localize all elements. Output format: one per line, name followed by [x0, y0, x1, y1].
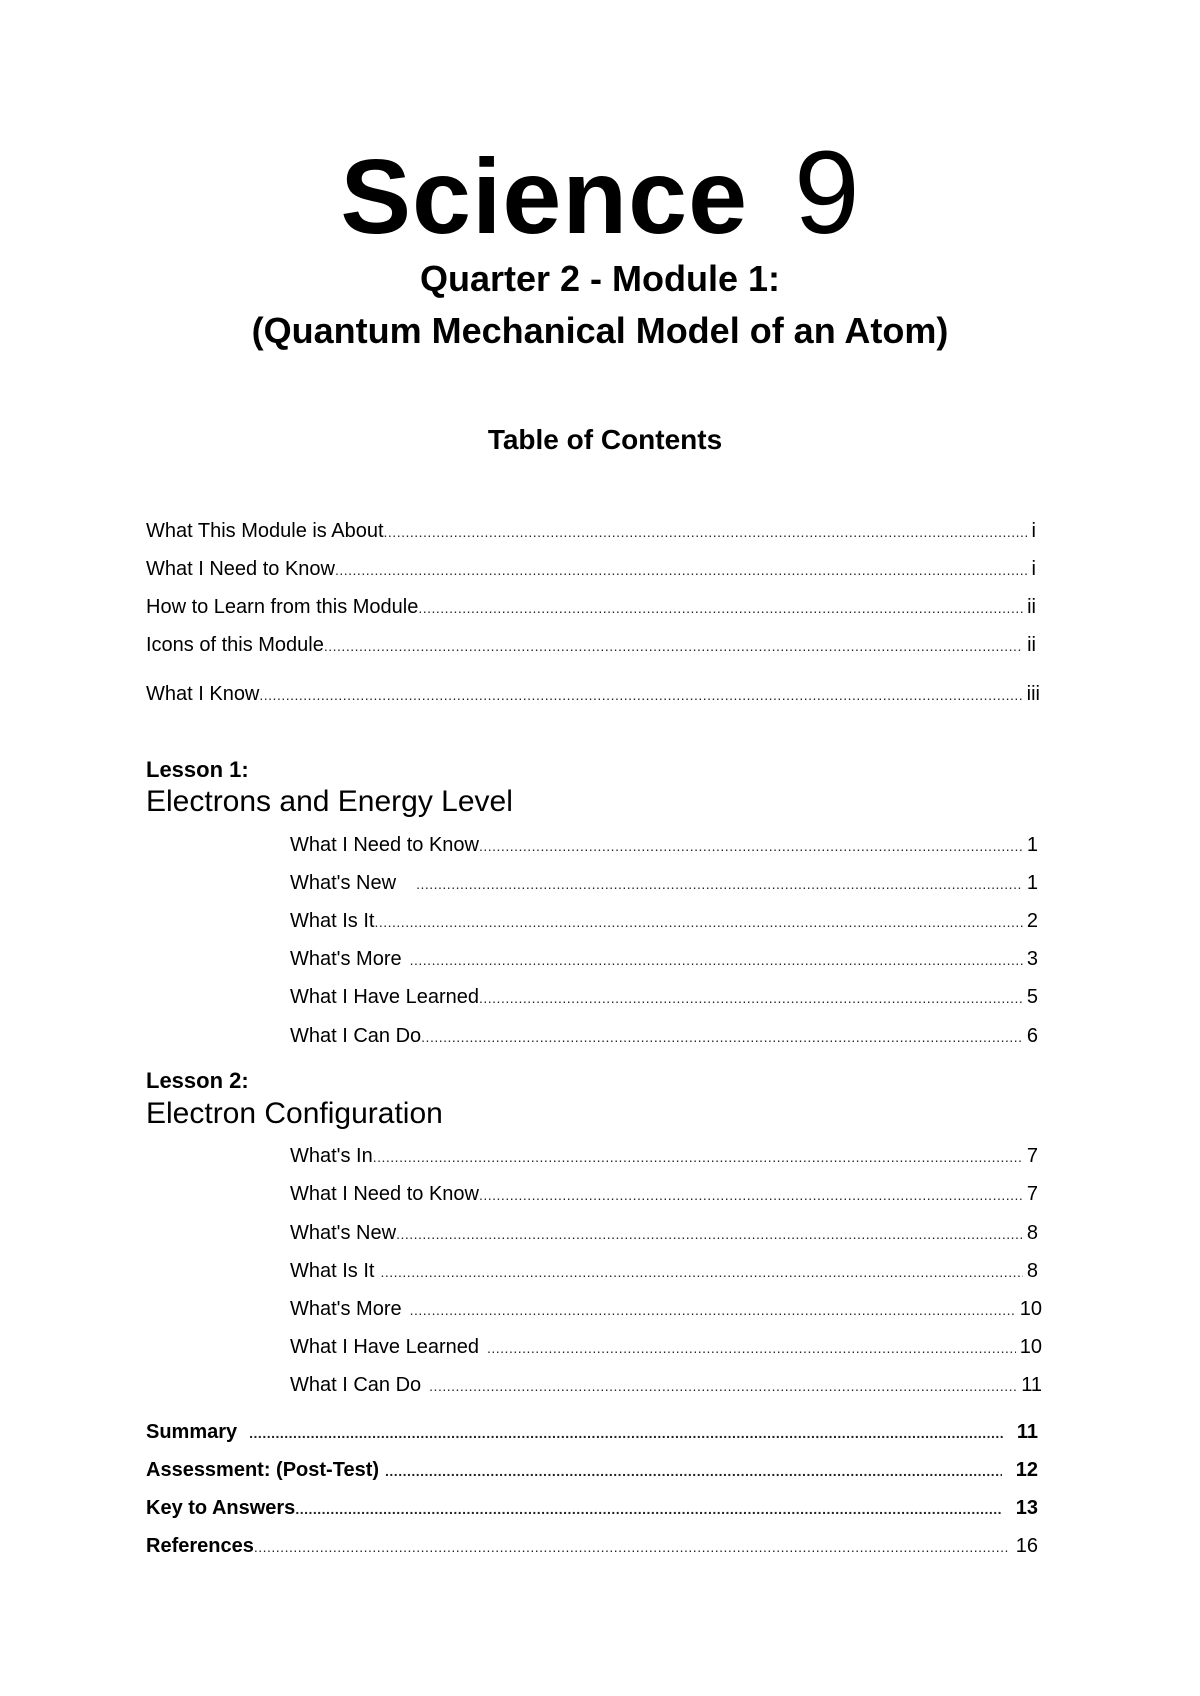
toc-entry-label: Summary: [146, 1421, 238, 1443]
toc-entry-label: What I Know: [146, 683, 260, 705]
toc-leader-dots: [373, 1144, 1023, 1170]
toc-entry-label: What I Have Learned: [290, 986, 479, 1008]
toc-entry-page: 11: [1016, 1421, 1038, 1443]
toc-leader-dots: [479, 1182, 1023, 1208]
toc-leader-dots: [410, 947, 1023, 973]
toc-leader-dots: [374, 909, 1022, 935]
toc-entry-l2-whats-new[interactable]: [290, 1220, 1038, 1247]
toc-entry-page: 16: [1015, 1535, 1038, 1557]
lesson-2-label: Lesson 2:: [146, 1068, 249, 1093]
toc-entry-module-about[interactable]: [146, 518, 1036, 545]
title-number: 9: [794, 127, 860, 259]
toc-entry-page: 11: [1021, 1374, 1042, 1396]
toc-entry-key-to-answers[interactable]: [146, 1495, 1038, 1522]
toc-entry-l2-can-do[interactable]: [290, 1372, 1042, 1399]
toc-entry-label: What I Have Learned: [290, 1336, 479, 1358]
toc-leader-dots: [324, 633, 1023, 659]
module-subtitle-topic: (Quantum Mechanical Model of an Atom): [251, 310, 949, 351]
toc-entry-page: i: [1031, 558, 1036, 580]
toc-entry-l2-have-learned[interactable]: [290, 1334, 1042, 1361]
toc-entry-page: iii: [1026, 683, 1040, 705]
toc-entry-label: What's More: [290, 948, 402, 970]
toc-entry-page: 1: [1026, 834, 1038, 856]
module-title: [0, 128, 1200, 258]
toc-heading: Table of Contents: [487, 424, 723, 455]
toc-entry-label: References: [146, 1535, 254, 1557]
lesson-1-label: Lesson 1:: [146, 757, 249, 782]
toc-entry-label: What's More: [290, 1298, 402, 1320]
toc-entry-l2-whats-in[interactable]: [290, 1143, 1038, 1170]
toc-entry-page: 13: [1015, 1497, 1038, 1519]
toc-entry-label: Assessment: (Post-Test): [146, 1459, 380, 1481]
toc-entry-label: What I Can Do: [290, 1025, 422, 1047]
toc-leader-dots: [249, 1420, 1003, 1446]
toc-entry-l2-what-is-it[interactable]: [290, 1258, 1038, 1285]
toc-entry-label: What I Need to Know: [290, 1183, 479, 1205]
toc-entry-page: 3: [1026, 948, 1038, 970]
toc-entry-l2-need-to-know[interactable]: [290, 1181, 1038, 1208]
toc-entry-l1-whats-more[interactable]: [290, 946, 1038, 973]
toc-leader-dots: [410, 1297, 1016, 1323]
toc-entry-page: ii: [1027, 634, 1036, 656]
toc-leader-dots: [254, 1534, 1010, 1560]
toc-leader-dots: [421, 1024, 1023, 1050]
toc-leader-dots: [385, 1458, 1002, 1484]
toc-leader-dots: [487, 1335, 1016, 1361]
toc-entry-l1-what-is-it[interactable]: [290, 908, 1038, 935]
toc-leader-dots: [259, 682, 1022, 708]
module-subtitle-quarter: Quarter 2 - Module 1:: [419, 258, 781, 299]
toc-entry-page: 2: [1026, 910, 1038, 932]
toc-entry-label: What Is It: [290, 910, 375, 932]
toc-leader-dots: [384, 519, 1028, 545]
toc-leader-dots: [380, 1259, 1022, 1285]
toc-entry-page: 10: [1019, 1336, 1042, 1358]
toc-leader-dots: [416, 871, 1023, 897]
toc-entry-page: 1: [1026, 872, 1038, 894]
toc-entry-label: Key to Answers: [146, 1497, 296, 1519]
toc-leader-dots: [295, 1496, 1001, 1522]
toc-entry-label: How to Learn from this Module: [146, 596, 419, 618]
toc-entry-page: 7: [1026, 1183, 1038, 1205]
toc-leader-dots: [396, 1221, 1023, 1247]
toc-leader-dots: [335, 557, 1028, 583]
toc-entry-label: What Is It: [290, 1260, 375, 1282]
toc-entry-page: 7: [1026, 1145, 1038, 1167]
toc-entry-icons[interactable]: [146, 632, 1036, 659]
title-word: Science: [340, 138, 749, 256]
toc-leader-dots: [418, 595, 1023, 621]
toc-entry-how-to-learn[interactable]: [146, 594, 1036, 621]
toc-entry-page: 6: [1026, 1025, 1038, 1047]
toc-entry-label: What's New: [290, 872, 397, 894]
toc-entry-page: 8: [1026, 1260, 1038, 1282]
toc-entry-label: What's New: [290, 1222, 397, 1244]
toc-entry-label: What I Can Do: [290, 1374, 422, 1396]
toc-entry-label: Icons of this Module: [146, 634, 324, 656]
toc-leader-dots: [429, 1373, 1017, 1399]
toc-entry-l1-have-learned[interactable]: [290, 984, 1038, 1011]
toc-entry-l2-whats-more[interactable]: [290, 1296, 1042, 1323]
toc-entry-l1-whats-new[interactable]: [290, 870, 1038, 897]
lesson-2-title: Electron Configuration: [146, 1097, 443, 1130]
toc-entry-page: 12: [1015, 1459, 1038, 1481]
toc-entry-label: What I Need to Know: [146, 558, 335, 580]
toc-entry-l1-need-to-know[interactable]: [290, 832, 1038, 859]
toc-leader-dots: [479, 833, 1023, 859]
toc-entry-summary[interactable]: [146, 1419, 1038, 1446]
lesson-1-title: Electrons and Energy Level: [146, 785, 513, 818]
toc-entry-label: What I Need to Know: [290, 834, 479, 856]
toc-entry-what-i-know[interactable]: [146, 681, 1040, 708]
toc-entry-label: What's In: [290, 1145, 373, 1167]
toc-entry-references[interactable]: [146, 1533, 1038, 1560]
toc-leader-dots: [479, 985, 1023, 1011]
toc-entry-label: What This Module is About: [146, 520, 384, 542]
toc-entry-page: ii: [1027, 596, 1036, 618]
toc-entry-page: i: [1031, 520, 1036, 542]
toc-entry-page: 10: [1019, 1298, 1042, 1320]
toc-entry-page: 8: [1026, 1222, 1038, 1244]
toc-entry-need-to-know[interactable]: [146, 556, 1036, 583]
toc-entry-page: 5: [1026, 986, 1038, 1008]
toc-entry-assessment[interactable]: [146, 1457, 1038, 1484]
toc-entry-l1-can-do[interactable]: [290, 1023, 1038, 1050]
